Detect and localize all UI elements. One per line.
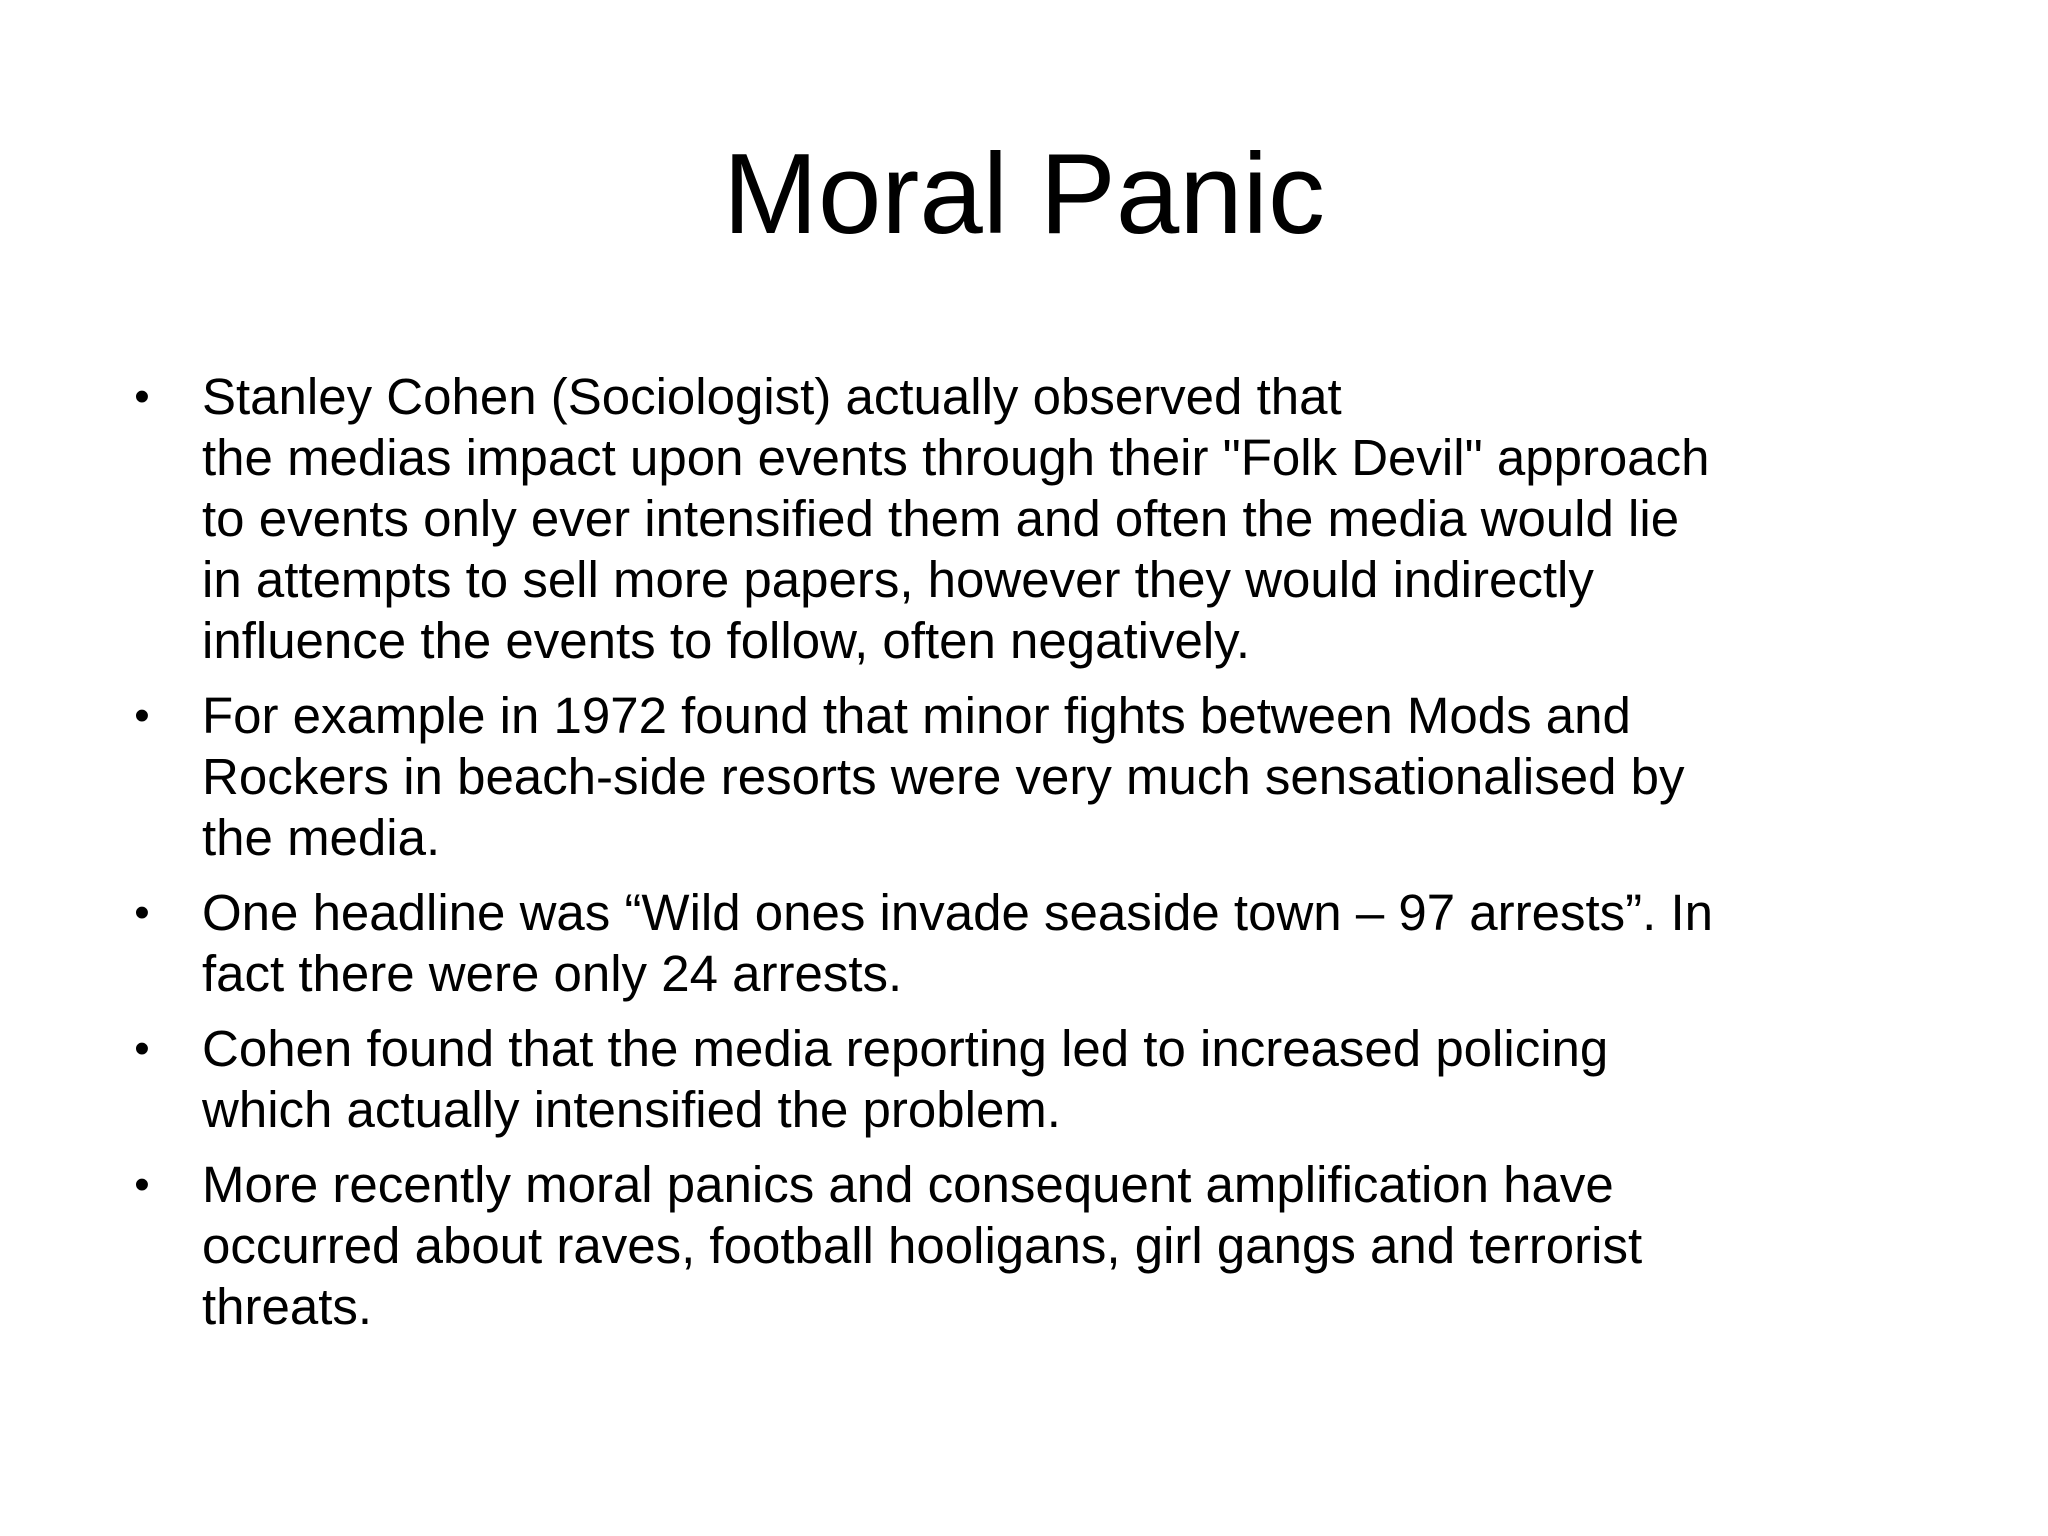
bullet-icon: • bbox=[134, 1024, 150, 1073]
bullet-item bbox=[122, 1154, 1952, 1337]
slide-title: Moral Panic bbox=[723, 131, 1325, 258]
bullet-item bbox=[122, 1018, 1952, 1140]
bullet-line: the media. bbox=[202, 809, 441, 866]
bullet-line: More recently moral panics and consequent amplification have bbox=[202, 1156, 1614, 1213]
bullet-text bbox=[202, 685, 1952, 868]
bullet-line: in attempts to sell more papers, however they would indirectly bbox=[202, 551, 1594, 608]
bullet-item bbox=[122, 366, 1952, 671]
bullet-text bbox=[202, 882, 1952, 1004]
bullet-line: For example in 1972 found that minor fights between Mods and bbox=[202, 687, 1631, 744]
bullet-line: Rockers in beach-side resorts were very much sensationalised by bbox=[202, 748, 1685, 805]
bullet-line: Cohen found that the media reporting led to increased policing bbox=[202, 1020, 1609, 1077]
bullet-line: influence the events to follow, often negatively. bbox=[202, 612, 1251, 669]
bullet-icon: • bbox=[134, 372, 150, 421]
bullet-icon: • bbox=[134, 888, 150, 937]
bullet-line: fact there were only 24 arrests. bbox=[202, 945, 903, 1002]
bullet-icon: • bbox=[134, 1160, 150, 1209]
bullet-line: the medias impact upon events through their "Folk Devil" approach bbox=[202, 429, 1710, 486]
bullet-text bbox=[202, 1154, 1952, 1337]
bullet-icon: • bbox=[134, 691, 150, 740]
bullet-list bbox=[122, 366, 1952, 1351]
bullet-line: One headline was “Wild ones invade seaside town – 97 arrests”. In bbox=[202, 884, 1713, 941]
bullet-line: Stanley Cohen (Sociologist) actually observed that bbox=[202, 368, 1342, 425]
bullet-line: occurred about raves, football hooligans, girl gangs and terrorist bbox=[202, 1217, 1643, 1274]
bullet-line: which actually intensified the problem. bbox=[202, 1081, 1061, 1138]
bullet-line: threats. bbox=[202, 1278, 373, 1335]
bullet-text bbox=[202, 366, 1952, 671]
bullet-item bbox=[122, 685, 1952, 868]
bullet-line: to events only ever intensified them and often the media would lie bbox=[202, 490, 1680, 547]
bullet-item bbox=[122, 882, 1952, 1004]
bullet-text bbox=[202, 1018, 1952, 1140]
